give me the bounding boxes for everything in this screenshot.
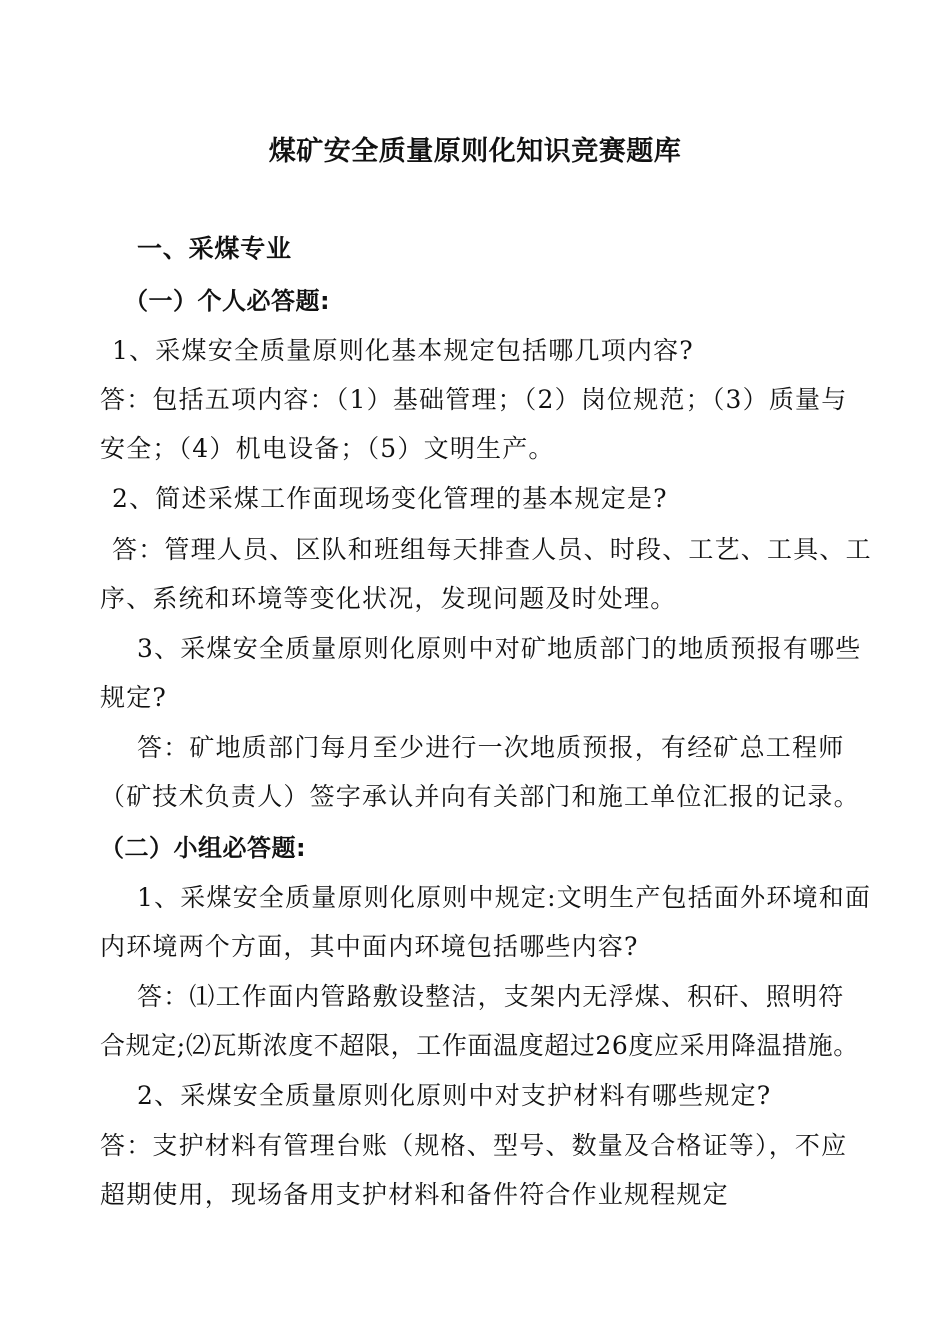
question-3-line-2: 规定? [100, 683, 168, 712]
group-answer-2-line-1: 答：支护材料有管理台账（规格、型号、数量及合格证等），不应 [100, 1131, 848, 1160]
question-2: 2、简述采煤工作面现场变化管理的基本规定是? [112, 484, 668, 513]
question-3-line-1: 3、采煤安全质量原则化原则中对矿地质部门的地质预报有哪些 [137, 634, 862, 663]
section-heading: 一、采煤专业 [137, 234, 292, 263]
group-question-2: 2、采煤安全质量原则化原则中对支护材料有哪些规定? [137, 1081, 772, 1110]
document-title: 煤矿安全质量原则化知识竞赛题库 [268, 136, 682, 167]
group-answer-2-line-2: 超期使用，现场备用支护材料和备件符合作业规程规定 [100, 1180, 729, 1209]
question-1: 1、采煤安全质量原则化基本规定包括哪几项内容? [112, 336, 694, 365]
group-answer-1-line-2: 合规定;⑵瓦斯浓度不超限，工作面温度超过26度应采用降温措施。 [100, 1031, 859, 1060]
subsection-heading: （一）个人必答题: [124, 287, 331, 315]
answer-2-line-2: 序、系统和环境等变化状况，发现问题及时处理。 [100, 584, 677, 613]
group-question-1-line-2: 内环境两个方面，其中面内环境包括哪些内容? [100, 932, 639, 961]
group-answer-1-line-1: 答：⑴工作面内管路敷设整洁，支架内无浮煤、积矸、照明符 [137, 982, 845, 1011]
answer-3-line-1: 答：矿地质部门每月至少进行一次地质预报，有经矿总工程师 [137, 733, 845, 762]
answer-1-line-1: 答：包括五项内容：（1）基础管理；（2）岗位规范；（3）质量与 [100, 385, 848, 414]
answer-2-line-1: 答：管理人员、区队和班组每天排查人员、时段、工艺、工具、工 [112, 535, 872, 564]
answer-3-line-2: （矿技术负责人）签字承认并向有关部门和施工单位汇报的记录。 [100, 782, 860, 811]
answer-1-line-2: 安全；（4）机电设备；（5）文明生产。 [100, 434, 555, 463]
subsection-heading: （二）小组必答题: [100, 834, 307, 862]
group-question-1-line-1: 1、采煤安全质量原则化原则中规定:文明生产包括面外环境和面 [137, 883, 872, 912]
